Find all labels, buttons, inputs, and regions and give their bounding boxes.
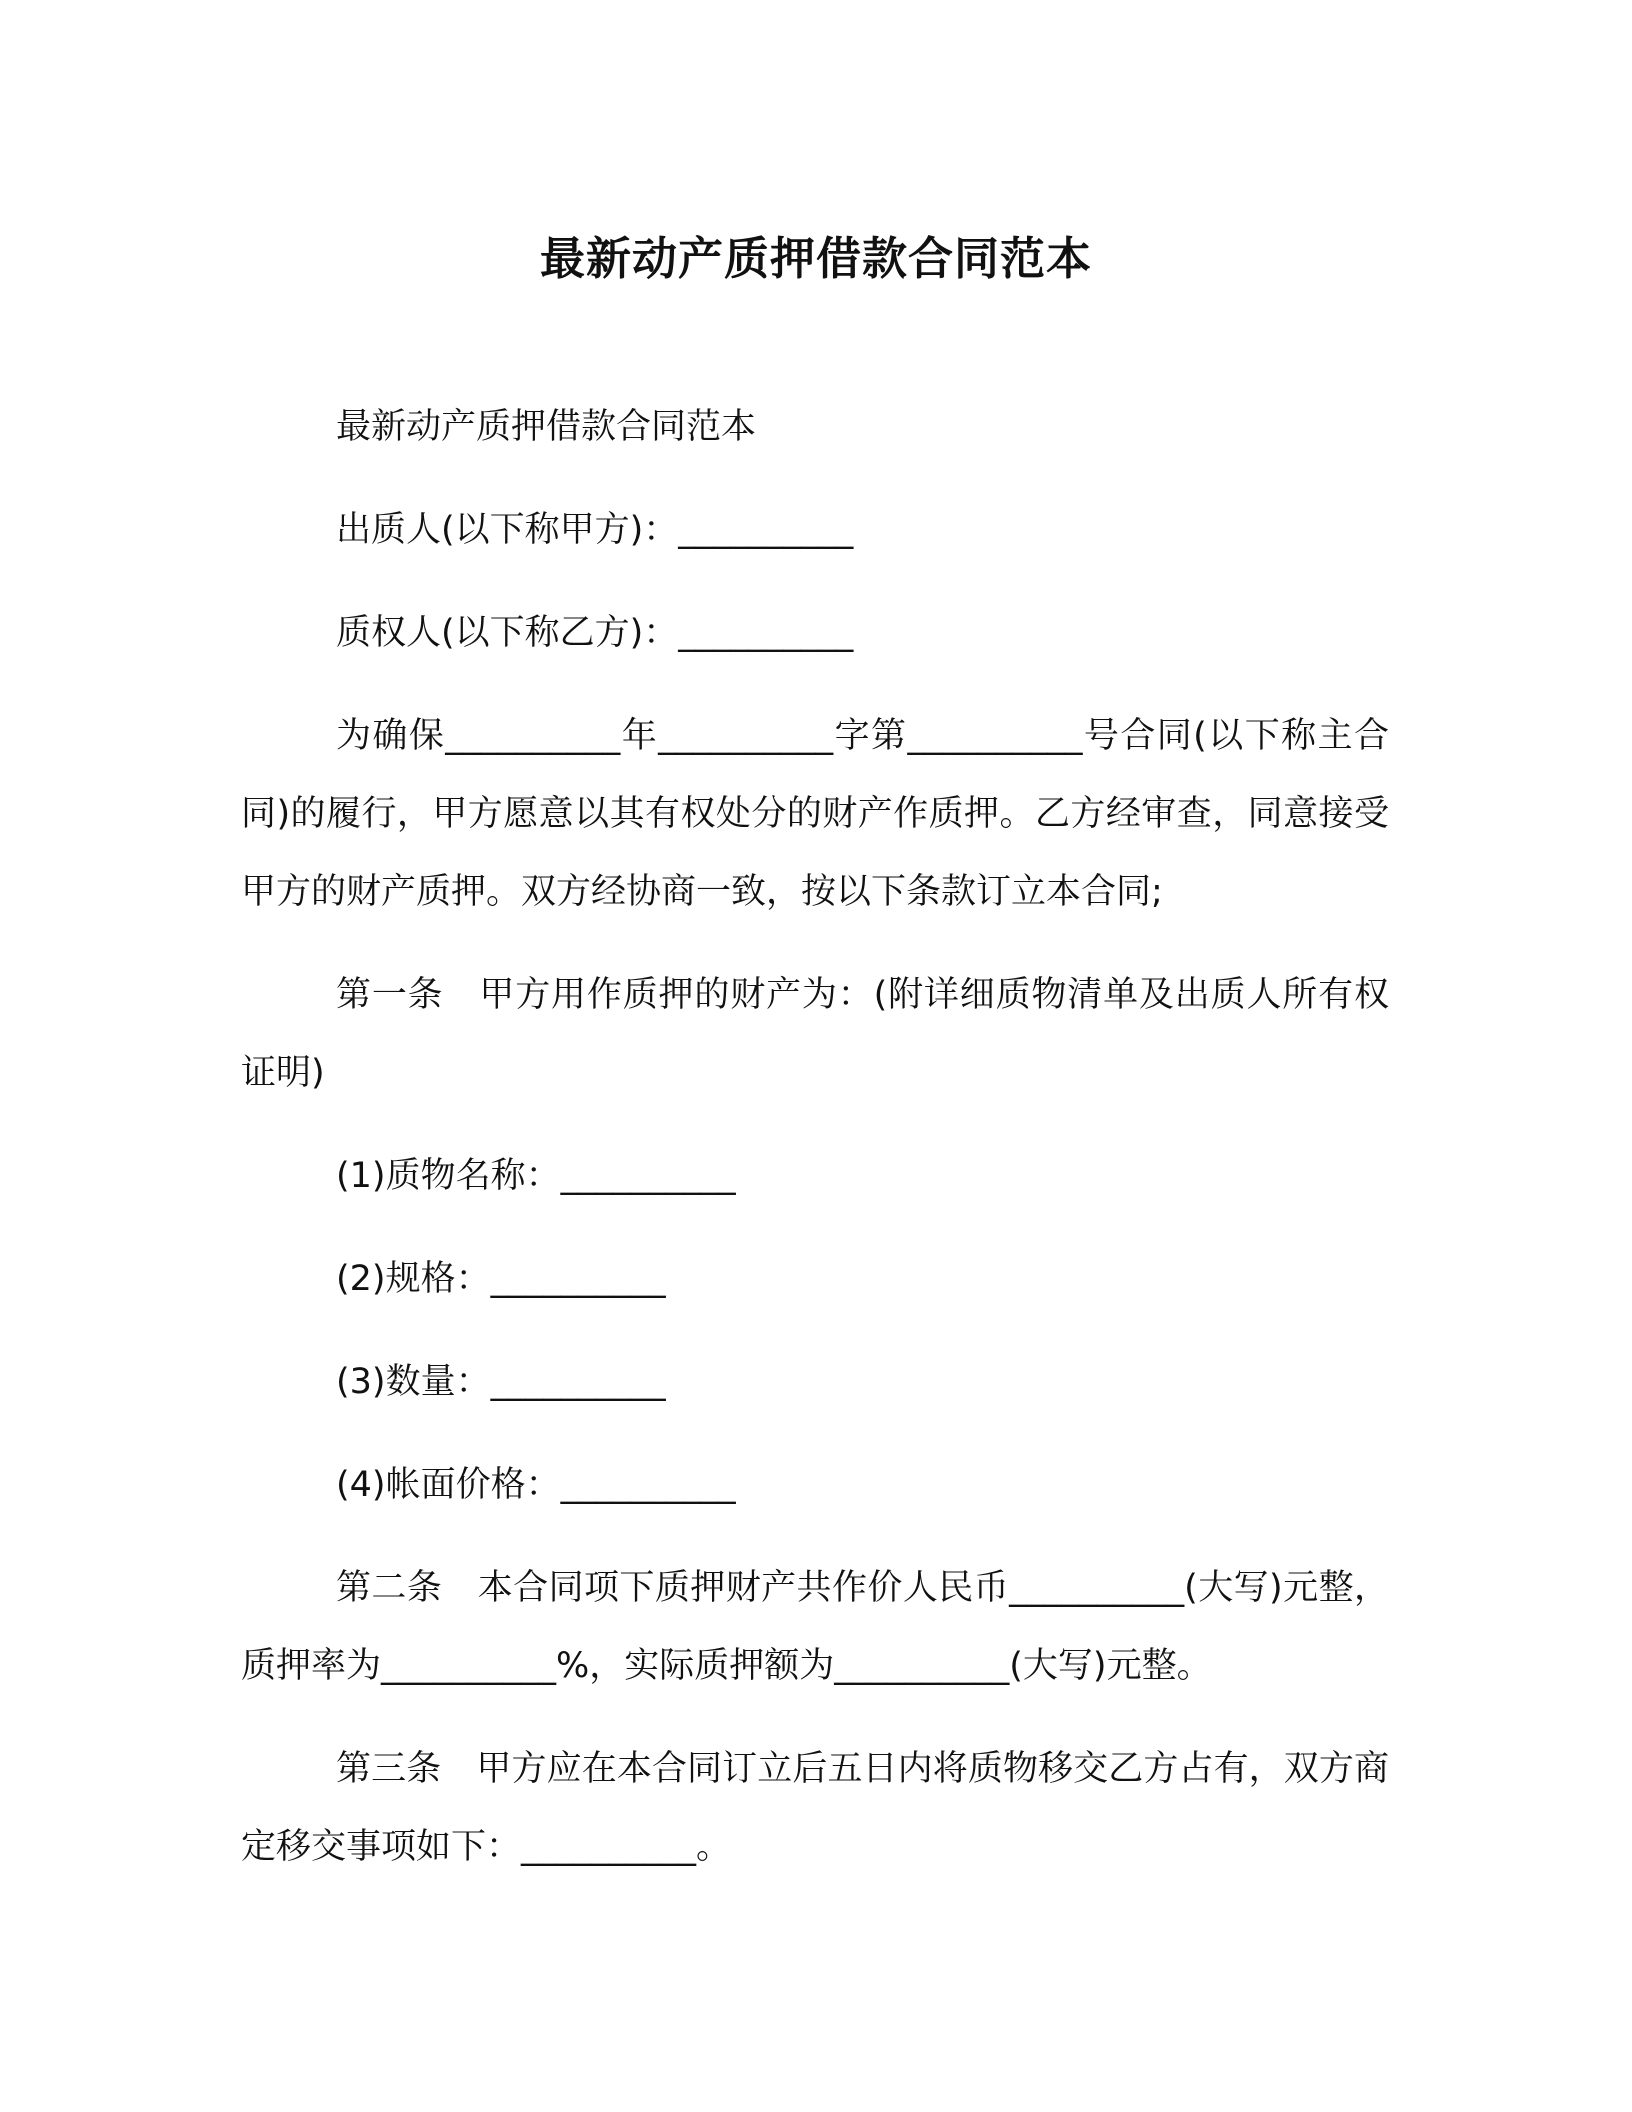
paragraph-item-name: (1)质物名称：__________ <box>336 1156 736 1196</box>
paragraph-item-book-value: (4)帐面价格：__________ <box>336 1465 736 1505</box>
paragraph-article-3: 第三条 甲方应在本合同订立后五日内将质物移交乙方占有，双方商定移交事项如下：__________。 <box>241 1749 1389 1867</box>
paragraph-article-1: 第一条 甲方用作质押的财产为：(附详细质物清单及出质人所有权证明) <box>241 975 1389 1093</box>
document-body <box>241 388 1389 1911</box>
paragraph-item-quantity: (3)数量：__________ <box>336 1362 666 1402</box>
paragraph-item-spec: (2)规格：__________ <box>336 1259 666 1299</box>
document-title: 最新动产质押借款合同范本 <box>539 232 1092 285</box>
paragraph-article-2: 第二条 本合同项下质押财产共作价人民币__________(大写)元整，质押率为__________%，实际质押额为__________(大写)元整。 <box>241 1568 1389 1686</box>
paragraph-pledgor: 出质人(以下称甲方)：__________ <box>336 510 854 550</box>
paragraph-pledgee: 质权人(以下称乙方)：__________ <box>336 613 854 653</box>
paragraph-subtitle: 最新动产质押借款合同范本 <box>336 407 757 447</box>
paragraph-preamble: 为确保__________年__________字第__________号合同(以下称主合同)的履行，甲方愿意以其有权处分的财产作质押。乙方经审查，同意接受甲方的财产质押。双方经协商一致，按以下条款订立本合同; <box>241 716 1389 912</box>
